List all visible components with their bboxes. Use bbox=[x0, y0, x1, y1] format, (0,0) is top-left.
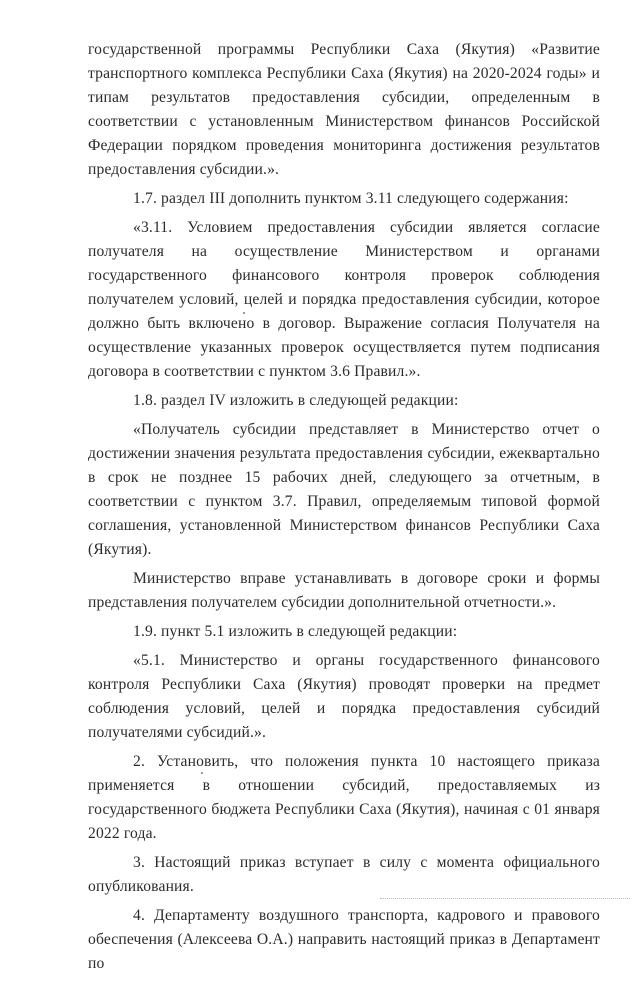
paragraph-3-11: «3.11. Условием предоставления субсидии является согласие получателя на осуществление Министерством и органами государственного финансового контроля проверок соблюдения получателем условий, целей и порядка предоставления субсидии, которое должно быть включено в договор. Выражение согласия Получателя на осуществление указанных проверок осуществляется путем подписания договора в соответствии с пунктом 3.6 Правил.». bbox=[88, 219, 600, 380]
paragraph-3: 3. Настоящий приказ вступает в силу с момента официального опубликования. bbox=[88, 854, 600, 895]
paragraph-1-9: 1.9. пункт 5.1 изложить в следующей редакции: bbox=[133, 623, 458, 640]
scan-speck bbox=[243, 312, 245, 314]
paragraph-1-8: 1.8. раздел IV изложить в следующей редакции: bbox=[133, 392, 459, 409]
paragraph-ministry: Министерство вправе устанавливать в договоре сроки и формы представления получателем субсидии дополнительной отчетности.». bbox=[88, 570, 600, 611]
paragraph-1-7: 1.7. раздел III дополнить пунктом 3.11 следующего содержания: bbox=[133, 190, 569, 207]
scan-speck bbox=[201, 772, 203, 774]
paragraph-2: 2. Установить, что положения пункта 10 настоящего приказа применяется в отношении субсидий, предоставляемых из государственного бюджета Республики Саха (Якутия), начиная с 01 января 2022 года. bbox=[88, 753, 600, 842]
paragraph-continuation: государственной программы Республики Саха (Якутия) «Развитие транспортного комплекса Республики Саха (Якутия) на 2020-2024 годы» и типам результатов предоставления субсидии, определенным в соответствии с установленным Министерством финансов Российской Федерации порядком проведения мониторинга достижения результатов предоставления субсидии.». bbox=[88, 41, 600, 178]
paragraph-4: 4. Департаменту воздушного транспорта, кадрового и правового обеспечения (Алексеева О.А.) направить настоящий приказ в Департамент по bbox=[88, 907, 600, 972]
paragraph-5-1: «5.1. Министерство и органы государственного финансового контроля Республики Саха (Якутия) проводят проверки на предмет соблюдения условий, целей и порядка предоставления субсидий получателями субсидий.». bbox=[88, 652, 600, 741]
paragraph-report: «Получатель субсидии представляет в Министерство отчет о достижении значения результата предоставления субсидии, ежеквартально в срок не позднее 15 рабочих дней, следующего за отчетным, в соответствии с пунктом 3.7. Правил, определяемым типовой формой соглашения, установленной Министерством финансов Республики Саха (Якутия). bbox=[88, 421, 600, 558]
document-page bbox=[88, 38, 600, 981]
scan-edge-noise bbox=[380, 898, 630, 900]
